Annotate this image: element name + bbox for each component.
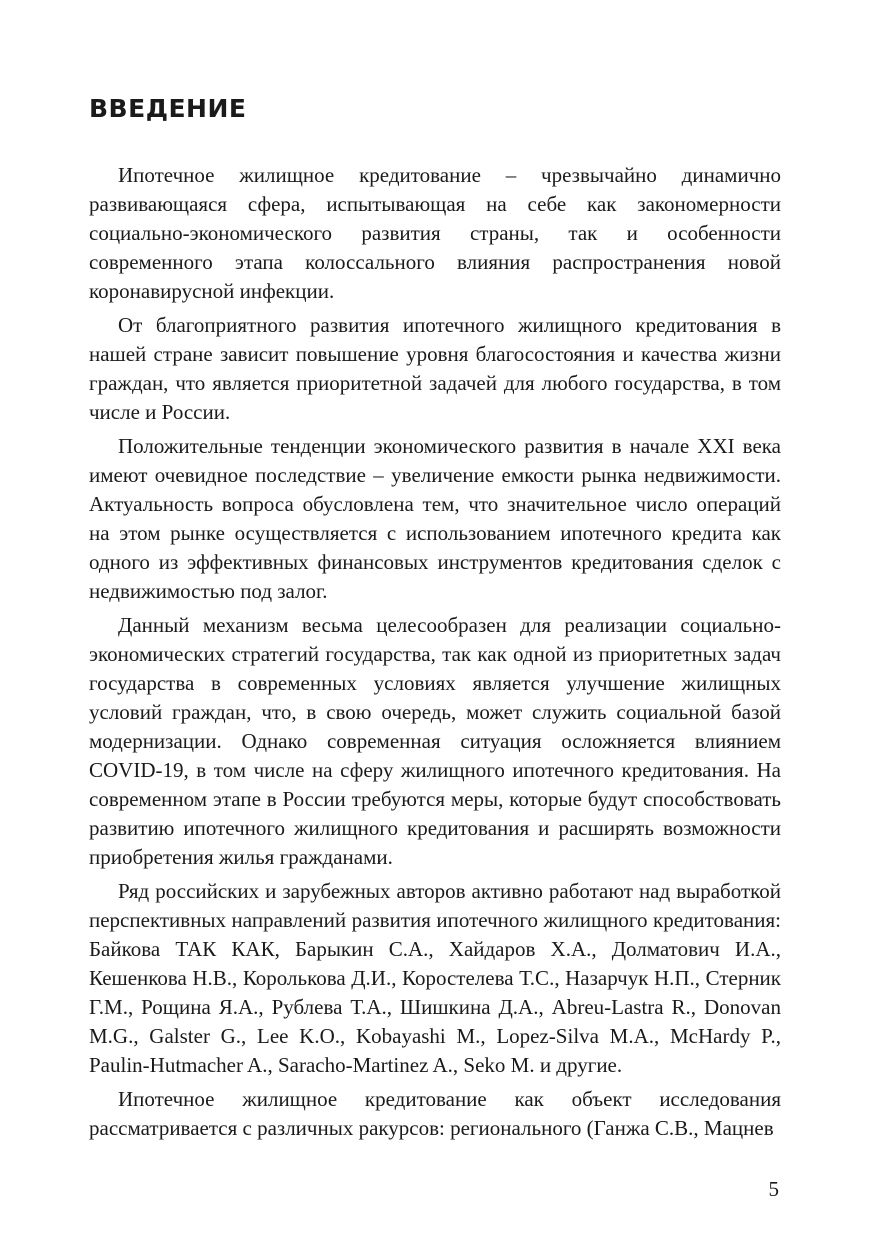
- paragraph-2: От благоприятного развития ипотечного жилищного кредитования в нашей стране зависит повышение уровня благосостояния и качества жизни граждан, что является приоритетной задачей для любого государства, в том числе и России.: [89, 313, 781, 424]
- paragraph-5: Ряд российских и зарубежных авторов активно работают над выработкой перспективных направлений развития ипотечного жилищного кредитования: Байкова ТАК КАК, Барыкин С.А., Хайдаров Х.А., Долматович И.А., Кешенкова Н.В., Королькова Д.И., Коростелева Т.С., Назарчук Н.П., Стерник Г.М., Рощина Я.А., Рублева Т.А., Шишкина Д.А., Abreu-Lastra R., Donovan M.G., Galster G., Lee K.O., Kobayashi M., Lopez-Silva M.A., McHardy P., Paulin-Hutmacher A., Saracho-Martinez A., Seko M. и другие.: [89, 879, 781, 1077]
- chapter-heading: ВВЕДЕНИЕ: [89, 94, 247, 123]
- body-text: [89, 161, 781, 1148]
- paragraph-6: Ипотечное жилищное кредитование как объект исследования рассматривается с различных ракурсов: регионального (Ганжа С.В., Мацнев: [89, 1087, 781, 1140]
- paragraph-4: Данный механизм весьма целесообразен для реализации социально-экономических стратегий государства, так как одной из приоритетных задач государства в современных условиях является улучшение жилищных условий граждан, что, в свою очередь, может служить социальной базой модернизации. Однако современная ситуация осложняется влиянием COVID-19, в том числе на сферу жилищного ипотечного кредитования. На современном этапе в России требуются меры, которые будут способствовать развитию ипотечного жилищного кредитования и расширять возможности приобретения жилья гражданами.: [89, 613, 781, 869]
- paragraph-3: Положительные тенденции экономического развития в начале XXI века имеют очевидное последствие – увеличение емкости рынка недвижимости. Актуальность вопроса обусловлена тем, что значительное число операций на этом рынке осуществляется с использованием ипотечного кредита как одного из эффективных финансовых инструментов кредитования сделок с недвижимостью под залог.: [89, 434, 781, 603]
- paragraph-1: Ипотечное жилищное кредитование – чрезвычайно динамично развивающаяся сфера, испытывающая на себе как закономерности социально-экономического развития страны, так и особенности современного этапа колоссального влияния распространения новой коронавирусной инфекции.: [89, 163, 781, 303]
- page-number: 5: [768, 1177, 779, 1201]
